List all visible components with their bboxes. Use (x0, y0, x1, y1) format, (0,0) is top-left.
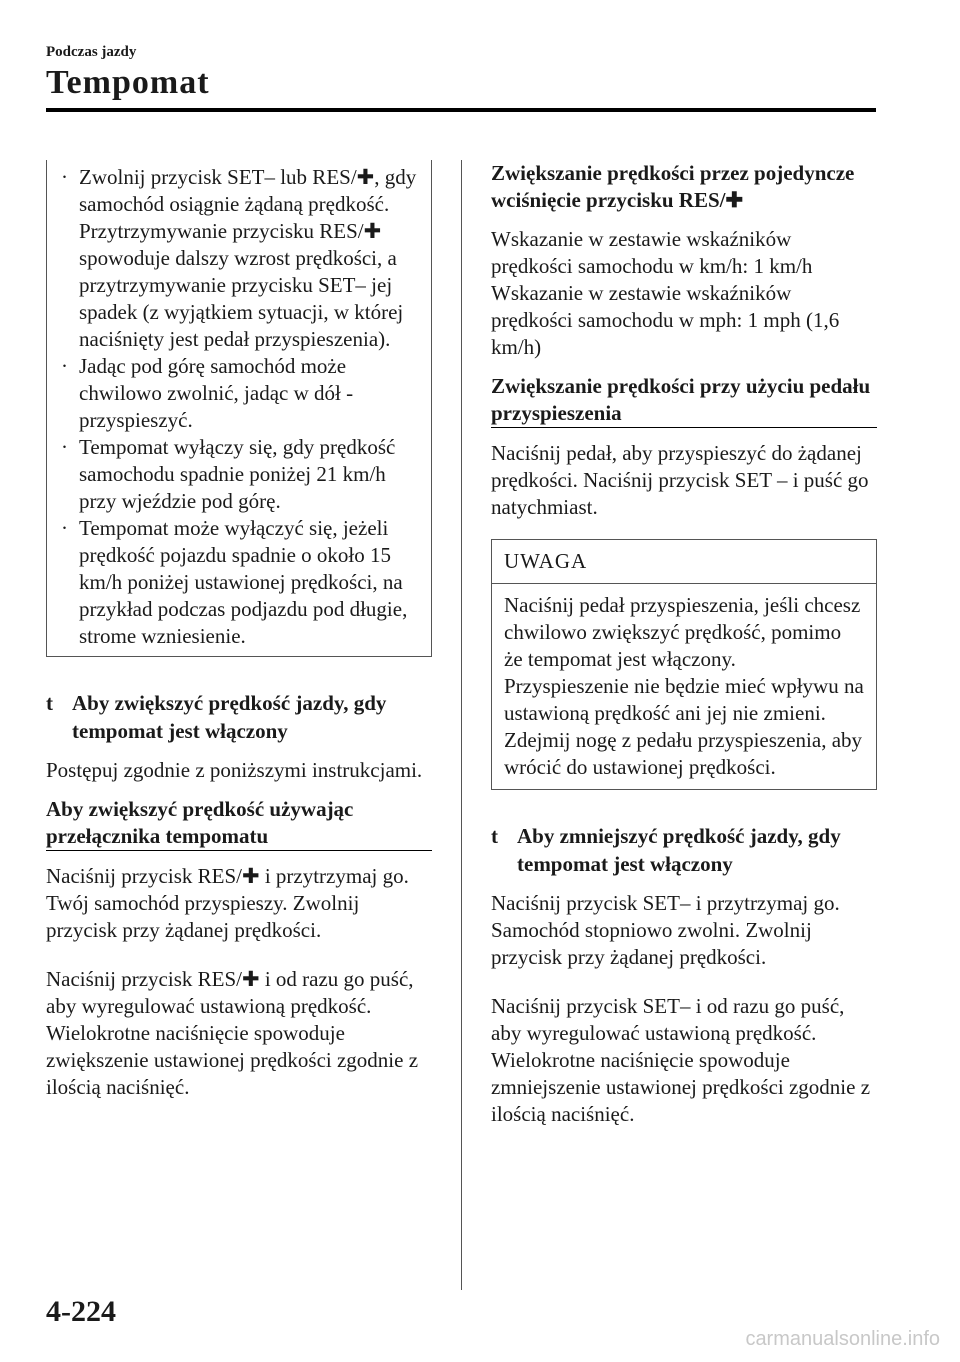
bullet-icon: · (61, 516, 68, 540)
intro-paragraph: Postępuj zgodnie z poniższymi instrukcjami. (46, 758, 423, 782)
note-item (61, 434, 421, 515)
bullet-icon: · (61, 165, 68, 189)
bullet-icon: · (61, 435, 68, 459)
page-number: 4-224 (46, 1295, 116, 1328)
paragraph: Naciśnij przycisk RES/✚ i od razu go puść, aby wyregulować ustawioną prędkość. Wielokrotne naciśnięcie spowoduje zwiększenie ustawionej prędkości zgodnie z ilością naciśnięć. (46, 967, 419, 1099)
section-heading-text: Aby zwiększyć prędkość jazdy, gdy tempomat jest włączony (72, 691, 387, 743)
note-text: Jadąc pod górę samochód może chwilowo zwolnić, jadąc w dół - przyspieszyć. (79, 354, 354, 432)
section-heading-increase (46, 689, 432, 745)
paragraph: Naciśnij przycisk SET‒ i od razu go puść, aby wyregulować ustawioną prędkość. Wielokrotne naciśnięcie spowoduje zmniejszenie ustawionej prędkości zgodnie z ilością naciśnięć. (491, 994, 871, 1126)
note-item (61, 353, 421, 434)
warning-box (491, 539, 877, 790)
paragraph: Naciśnij przycisk SET‒ i przytrzymaj go. Samochód stopniowo zwolni. Zwolnij przycisk przy żądanej prędkości. (491, 891, 840, 969)
subheading-accelerator: Zwiększanie prędkości przy użyciu pedału przyspieszenia (491, 373, 877, 428)
note-item (61, 164, 421, 353)
warning-body: Naciśnij pedał przyspieszenia, jeśli chcesz chwilowo zwiększyć prędkość, pomimo że tempomat jest włączony. Przyspieszenie nie będzie mieć wpływu na ustawioną prędkość ani jej nie zmieni. Zdejmij nogę z pedału przyspieszenia, aby wrócić do ustawionej prędkości. (504, 593, 864, 779)
section-marker-icon: t (491, 824, 498, 848)
watermark: carmanualsonline.info (745, 1328, 940, 1350)
subheading-switch: Aby zwiększyć prędkość używając przełącznika tempomatu (46, 796, 432, 851)
paragraph: Naciśnij pedał, aby przyspieszyć do żądanej prędkości. Naciśnij przycisk SET ‒ i puść go natychmiast. (491, 441, 869, 519)
subheading-single-press: Zwiększanie prędkości przez pojedyncze wciśnięcie przycisku RES/✚ (491, 161, 855, 212)
section-kicker: Podczas jazdy (46, 44, 137, 60)
right-column (491, 160, 877, 1128)
section-heading-decrease (491, 822, 877, 878)
notes-box (46, 160, 432, 657)
warning-title: UWAGA (492, 540, 876, 584)
section-marker-icon: t (46, 691, 53, 715)
title-rule (46, 108, 876, 112)
note-text: Tempomat wyłączy się, gdy prędkość samochodu spadnie poniżej 21 km/h przy wjeździe pod górę. (79, 435, 396, 513)
note-text: Tempomat może wyłączyć się, jeżeli prędkość pojazdu spadnie o około 15 km/h poniżej ustawionej prędkości, na przykład podczas podjazdu pod długie, strome wzniesienie. (79, 516, 408, 648)
paragraph: Naciśnij przycisk RES/✚ i przytrzymaj go. Twój samochód przyspieszy. Zwolnij przycisk przy żądanej prędkości. (46, 864, 409, 942)
note-text: Zwolnij przycisk SET‒ lub RES/✚, gdy samochód osiągnie żądaną prędkość. Przytrzymywanie przycisku RES/✚ spowoduje dalszy wzrost prędkości, a przytrzymywanie przycisku SET‒ jej spadek (z wyjątkiem sytuacji, w której naciśnięty jest pedał przyspieszenia). (79, 165, 417, 351)
note-item (61, 515, 421, 650)
left-column (46, 160, 432, 1101)
column-divider (461, 160, 462, 1290)
bullet-icon: · (61, 354, 68, 378)
paragraph: Wskazanie w zestawie wskaźników prędkości samochodu w km/h: 1 km/h Wskazanie w zestawie wskaźników prędkości samochodu w mph: 1 mph (1,6 km/h) (491, 227, 840, 359)
page-title: Tempomat (46, 64, 210, 101)
section-heading-text: Aby zmniejszyć prędkość jazdy, gdy tempomat jest włączony (517, 824, 841, 876)
